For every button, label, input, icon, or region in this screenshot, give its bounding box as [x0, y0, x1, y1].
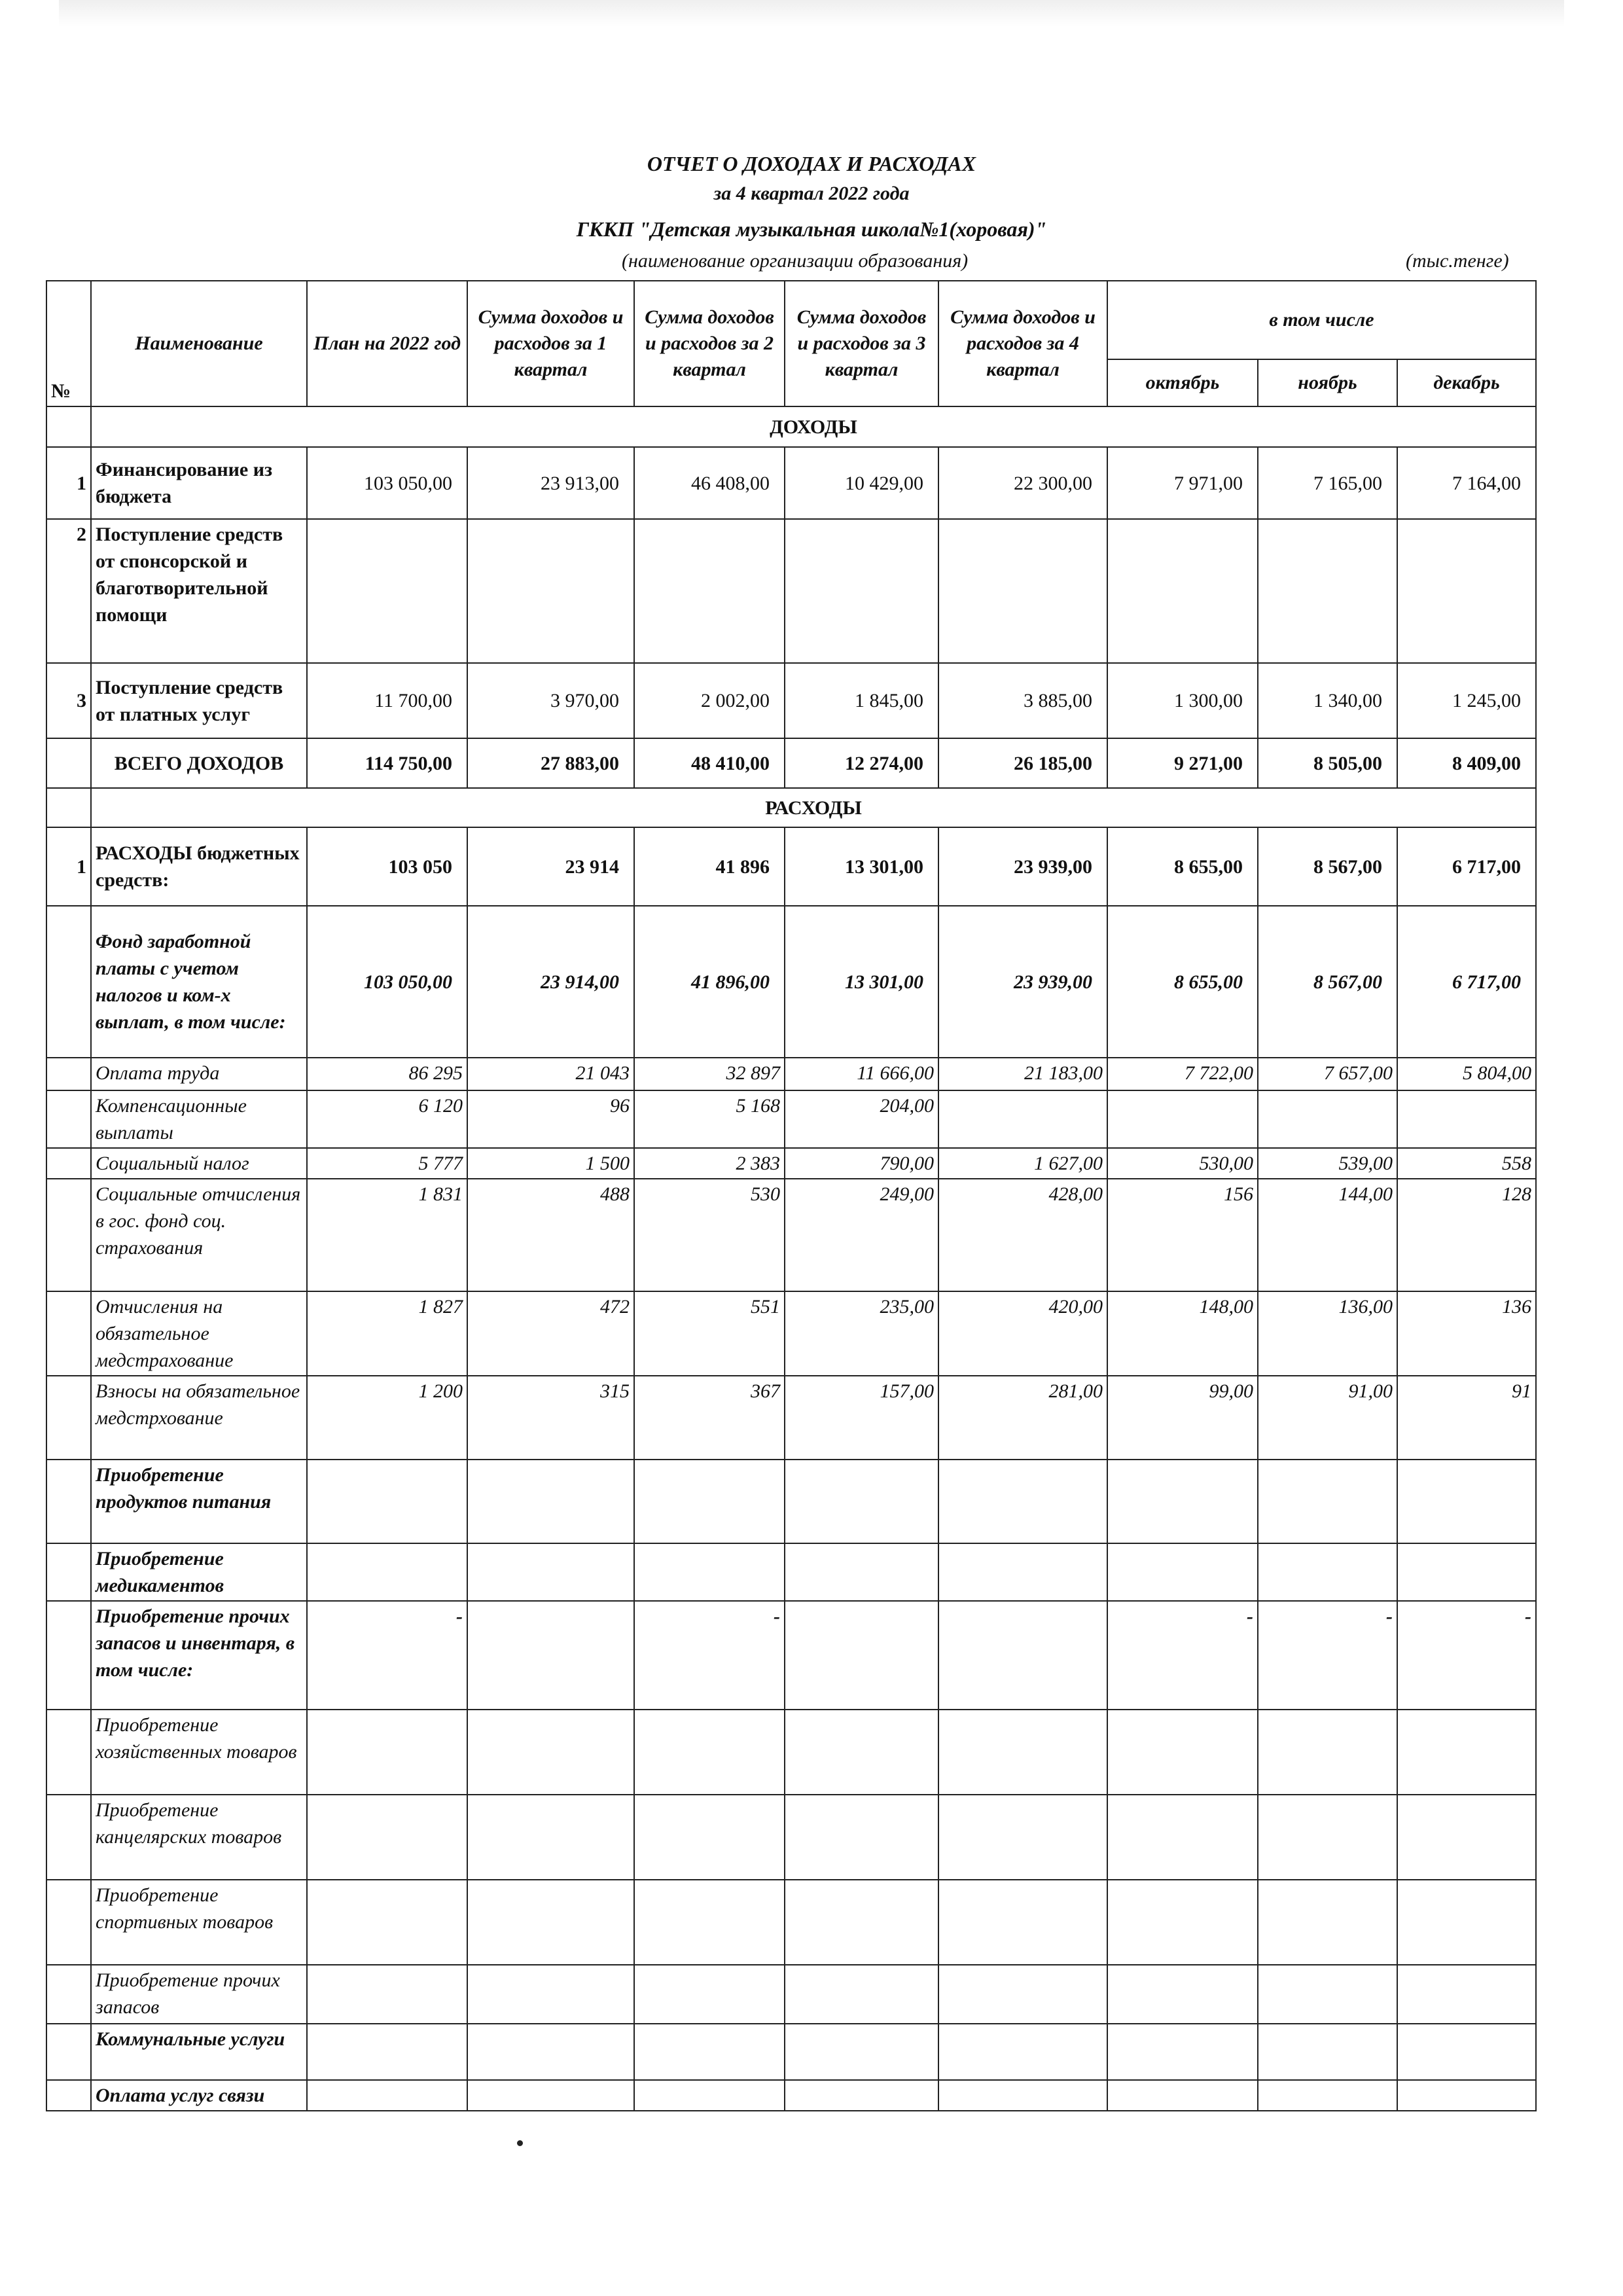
col-november: ноябрь	[1258, 359, 1397, 406]
row-value: 103 050,00	[307, 447, 467, 519]
row-value: 1 827	[307, 1291, 467, 1376]
row-value	[785, 2080, 938, 2111]
row-value: 5 168	[634, 1090, 785, 1148]
row-value: 204,00	[785, 1090, 938, 1148]
row-value	[1107, 1543, 1258, 1601]
row-value	[467, 1965, 634, 2024]
row-value: 23 913,00	[467, 447, 634, 519]
section-spacer	[46, 788, 91, 827]
total-value: 9 271,00	[1107, 738, 1258, 788]
row-value	[634, 1795, 785, 1880]
row-value: -	[307, 1601, 467, 1710]
row-value: 1 831	[307, 1179, 467, 1291]
row-name: Оплата услуг связи	[91, 2080, 307, 2111]
col-q4: Сумма доходов и расходов за 4 квартал	[938, 281, 1107, 406]
row-value	[307, 2080, 467, 2111]
row-value	[307, 1543, 467, 1601]
row-name: Поступление средств от платных услуг	[91, 663, 307, 738]
row-index	[46, 1710, 91, 1795]
row-index	[46, 2080, 91, 2111]
row-value	[1397, 1460, 1536, 1543]
expense-row	[46, 2080, 1536, 2111]
row-value	[634, 1543, 785, 1601]
row-value: 46 408,00	[634, 447, 785, 519]
row-name: Отчисления на обязательное медстрахование	[91, 1291, 307, 1376]
expense-row	[46, 1965, 1536, 2024]
row-value: 539,00	[1258, 1148, 1397, 1179]
row-index	[46, 1291, 91, 1376]
row-value	[307, 1965, 467, 2024]
col-october: октябрь	[1107, 359, 1258, 406]
row-value	[1397, 2080, 1536, 2111]
row-value: 428,00	[938, 1179, 1107, 1291]
row-value	[785, 1601, 938, 1710]
row-value: 8 655,00	[1107, 906, 1258, 1058]
row-value	[634, 1460, 785, 1543]
row-value: 91,00	[1258, 1376, 1397, 1460]
row-name: Взносы на обязательное медстрхование	[91, 1376, 307, 1460]
income-row	[46, 447, 1536, 519]
scan-speck	[517, 2140, 523, 2146]
organization-name: ГККП "Детская музыкальная школа№1(хоровая)"	[576, 217, 1047, 241]
row-value	[1397, 1880, 1536, 1965]
scan-top-shadow	[59, 0, 1564, 26]
row-value: 2 383	[634, 1148, 785, 1179]
row-value: 472	[467, 1291, 634, 1376]
row-name: Приобретение спортивных товаров	[91, 1880, 307, 1965]
row-value	[1258, 2024, 1397, 2080]
row-value	[634, 519, 785, 663]
row-value: 157,00	[785, 1376, 938, 1460]
row-value: 22 300,00	[938, 447, 1107, 519]
expense-row	[46, 1179, 1536, 1291]
report-header	[0, 148, 1623, 245]
row-value: 136	[1397, 1291, 1536, 1376]
row-value: 6 717,00	[1397, 906, 1536, 1058]
row-name: Коммунальные услуги	[91, 2024, 307, 2080]
row-name: Оплата труда	[91, 1058, 307, 1090]
row-value: 367	[634, 1376, 785, 1460]
row-value	[1258, 1090, 1397, 1148]
col-including: в том числе	[1107, 281, 1536, 359]
row-value	[1107, 2024, 1258, 2080]
row-value	[1107, 1710, 1258, 1795]
row-value: 8 567,00	[1258, 827, 1397, 906]
income-row	[46, 519, 1536, 663]
section-income-row	[46, 406, 1536, 447]
row-value	[1258, 1710, 1397, 1795]
row-value	[634, 1880, 785, 1965]
row-value	[1258, 1880, 1397, 1965]
row-value	[938, 1543, 1107, 1601]
row-index	[46, 1601, 91, 1710]
row-value	[634, 1965, 785, 2024]
row-value	[1397, 1090, 1536, 1148]
col-december: декабрь	[1397, 359, 1536, 406]
col-name: Наименование	[91, 281, 307, 406]
row-value: 10 429,00	[785, 447, 938, 519]
row-value	[1107, 1880, 1258, 1965]
row-index	[46, 1880, 91, 1965]
row-value: 1 340,00	[1258, 663, 1397, 738]
row-name: Приобретение канцелярских товаров	[91, 1795, 307, 1880]
row-value	[938, 1460, 1107, 1543]
row-value: 235,00	[785, 1291, 938, 1376]
row-value	[1258, 1543, 1397, 1601]
row-value	[1258, 2080, 1397, 2111]
row-value	[307, 1710, 467, 1795]
row-index	[46, 1795, 91, 1880]
expense-row	[46, 1376, 1536, 1460]
row-name: Поступление средств от спонсорской и благотворительной помощи	[91, 519, 307, 663]
row-value: 249,00	[785, 1179, 938, 1291]
row-value	[938, 1710, 1107, 1795]
row-value	[1107, 1965, 1258, 2024]
row-index: 3	[46, 663, 91, 738]
row-name: Приобретение хозяйственных товаров	[91, 1710, 307, 1795]
row-index	[46, 1148, 91, 1179]
row-value	[307, 519, 467, 663]
row-value: 23 914,00	[467, 906, 634, 1058]
row-value: 99,00	[1107, 1376, 1258, 1460]
row-value: 96	[467, 1090, 634, 1148]
row-value: 315	[467, 1376, 634, 1460]
total-value: 26 185,00	[938, 738, 1107, 788]
section-income-title: ДОХОДЫ	[91, 406, 1536, 447]
row-value: 5 804,00	[1397, 1058, 1536, 1090]
organization-note: (наименование организации образования)	[622, 250, 969, 272]
row-value: 7 164,00	[1397, 447, 1536, 519]
row-value: 32 897	[634, 1058, 785, 1090]
row-name: Приобретение прочих запасов	[91, 1965, 307, 2024]
row-value	[1397, 519, 1536, 663]
row-value	[1397, 2024, 1536, 2080]
row-index	[46, 1965, 91, 2024]
row-value	[1107, 2080, 1258, 2111]
row-value: 148,00	[1107, 1291, 1258, 1376]
row-value: 91	[1397, 1376, 1536, 1460]
row-value: 1 845,00	[785, 663, 938, 738]
row-value	[307, 1795, 467, 1880]
row-value: 103 050,00	[307, 906, 467, 1058]
row-value: 144,00	[1258, 1179, 1397, 1291]
row-name: Приобретение медикаментов	[91, 1543, 307, 1601]
row-value: -	[1397, 1601, 1536, 1710]
row-value: 530	[634, 1179, 785, 1291]
row-index: 1	[46, 447, 91, 519]
row-value	[307, 1460, 467, 1543]
section-expenses-row	[46, 788, 1536, 827]
expense-row	[46, 1543, 1536, 1601]
row-value: 7 165,00	[1258, 447, 1397, 519]
row-value	[785, 1710, 938, 1795]
row-value: 281,00	[938, 1376, 1107, 1460]
row-value: 21 183,00	[938, 1058, 1107, 1090]
row-value: 7 971,00	[1107, 447, 1258, 519]
total-label: ВСЕГО ДОХОДОВ	[91, 738, 307, 788]
row-value	[785, 519, 938, 663]
unit-note: (тыс.тенге)	[1406, 250, 1509, 272]
expense-row	[46, 1148, 1536, 1179]
expense-row	[46, 1601, 1536, 1710]
row-value	[785, 1543, 938, 1601]
row-value: 23 914	[467, 827, 634, 906]
row-value	[938, 2024, 1107, 2080]
row-value: 1 245,00	[1397, 663, 1536, 738]
row-value: 2 002,00	[634, 663, 785, 738]
row-value: -	[634, 1601, 785, 1710]
row-name: Приобретение продуктов питания	[91, 1460, 307, 1543]
row-value	[467, 2080, 634, 2111]
row-name: Социальные отчисления в гос. фонд соц. страхования	[91, 1179, 307, 1291]
income-row	[46, 663, 1536, 738]
expense-row	[46, 1460, 1536, 1543]
expense-row	[46, 1710, 1536, 1795]
total-value: 12 274,00	[785, 738, 938, 788]
row-value: 7 722,00	[1107, 1058, 1258, 1090]
row-value	[1107, 1090, 1258, 1148]
row-value	[938, 1795, 1107, 1880]
row-value	[467, 519, 634, 663]
row-index	[46, 2024, 91, 2080]
col-q3: Сумма доходов и расходов за 3 квартал	[785, 281, 938, 406]
row-value: -	[1107, 1601, 1258, 1710]
row-value: 1 627,00	[938, 1148, 1107, 1179]
report-body	[46, 406, 1536, 2111]
row-index	[46, 906, 91, 1058]
row-index	[46, 1460, 91, 1543]
row-value: 488	[467, 1179, 634, 1291]
row-value: 23 939,00	[938, 827, 1107, 906]
total-value: 114 750,00	[307, 738, 467, 788]
expense-row	[46, 1291, 1536, 1376]
expense-row	[46, 2024, 1536, 2080]
row-value	[938, 1601, 1107, 1710]
col-plan: План на 2022 год	[307, 281, 467, 406]
row-value: 128	[1397, 1179, 1536, 1291]
row-value	[1397, 1795, 1536, 1880]
row-index	[46, 1376, 91, 1460]
row-value	[467, 1710, 634, 1795]
row-index	[46, 1058, 91, 1090]
expense-row	[46, 906, 1536, 1058]
row-value	[307, 2024, 467, 2080]
row-index: 2	[46, 519, 91, 663]
total-value: 48 410,00	[634, 738, 785, 788]
row-index	[46, 738, 91, 788]
row-value: 13 301,00	[785, 906, 938, 1058]
total-value: 27 883,00	[467, 738, 634, 788]
row-value	[938, 519, 1107, 663]
row-value	[938, 1880, 1107, 1965]
row-value: 41 896,00	[634, 906, 785, 1058]
row-index	[46, 1179, 91, 1291]
row-value	[634, 2080, 785, 2111]
row-name: Фонд заработной платы с учетом налогов и ком-х выплат, в том числе:	[91, 906, 307, 1058]
row-value: 11 700,00	[307, 663, 467, 738]
row-value: 530,00	[1107, 1148, 1258, 1179]
row-value: 6 120	[307, 1090, 467, 1148]
row-name: РАСХОДЫ бюджетных средств:	[91, 827, 307, 906]
row-value: 6 717,00	[1397, 827, 1536, 906]
expense-row	[46, 1090, 1536, 1148]
row-value: 790,00	[785, 1148, 938, 1179]
col-num: №	[46, 281, 91, 406]
report-table	[46, 280, 1537, 2111]
row-value	[467, 1460, 634, 1543]
total-value: 8 409,00	[1397, 738, 1536, 788]
row-index	[46, 1543, 91, 1601]
row-value: 551	[634, 1291, 785, 1376]
row-value	[938, 1090, 1107, 1148]
row-value	[785, 1795, 938, 1880]
row-value	[785, 1880, 938, 1965]
row-value	[1107, 1795, 1258, 1880]
section-expenses-title: РАСХОДЫ	[91, 788, 1536, 827]
row-value: 1 500	[467, 1148, 634, 1179]
row-value	[467, 2024, 634, 2080]
row-value: 103 050	[307, 827, 467, 906]
row-value	[938, 1965, 1107, 2024]
row-value: 136,00	[1258, 1291, 1397, 1376]
row-index	[46, 1090, 91, 1148]
expense-row	[46, 1795, 1536, 1880]
row-name: Компенсационные выплаты	[91, 1090, 307, 1148]
row-value: 21 043	[467, 1058, 634, 1090]
row-value: 558	[1397, 1148, 1536, 1179]
row-value	[467, 1601, 634, 1710]
row-value: 3 970,00	[467, 663, 634, 738]
report-title: ОТЧЕТ О ДОХОДАХ И РАСХОДАХ	[647, 152, 976, 175]
row-value	[1258, 1965, 1397, 2024]
row-value: 5 777	[307, 1148, 467, 1179]
row-value: 41 896	[634, 827, 785, 906]
expense-row	[46, 1880, 1536, 1965]
row-value	[467, 1880, 634, 1965]
row-value: 23 939,00	[938, 906, 1107, 1058]
row-value: 11 666,00	[785, 1058, 938, 1090]
expense-row	[46, 827, 1536, 906]
total-value: 8 505,00	[1258, 738, 1397, 788]
row-value: 1 200	[307, 1376, 467, 1460]
row-value: 13 301,00	[785, 827, 938, 906]
row-value: 7 657,00	[1258, 1058, 1397, 1090]
row-value	[1258, 1460, 1397, 1543]
expense-row	[46, 1058, 1536, 1090]
row-value	[634, 1710, 785, 1795]
row-value	[1397, 1710, 1536, 1795]
row-value	[467, 1795, 634, 1880]
col-q1: Сумма доходов и расходов за 1 квартал	[467, 281, 634, 406]
row-value	[785, 1965, 938, 2024]
row-value: 420,00	[938, 1291, 1107, 1376]
row-value	[1397, 1543, 1536, 1601]
row-value: 8 655,00	[1107, 827, 1258, 906]
report-period: за 4 квартал 2022 года	[713, 183, 910, 204]
row-value: 156	[1107, 1179, 1258, 1291]
row-index: 1	[46, 827, 91, 906]
row-value: 86 295	[307, 1058, 467, 1090]
row-value	[467, 1543, 634, 1601]
row-value	[1397, 1965, 1536, 2024]
row-value	[1258, 1795, 1397, 1880]
row-value: -	[1258, 1601, 1397, 1710]
row-name: Социальный налог	[91, 1148, 307, 1179]
row-name: Приобретение прочих запасов и инвентаря, в том числе:	[91, 1601, 307, 1710]
row-value	[634, 2024, 785, 2080]
row-value: 1 300,00	[1107, 663, 1258, 738]
row-value	[1107, 1460, 1258, 1543]
row-name: Финансирование из бюджета	[91, 447, 307, 519]
row-value: 3 885,00	[938, 663, 1107, 738]
row-value: 8 567,00	[1258, 906, 1397, 1058]
row-value	[785, 1460, 938, 1543]
row-value	[938, 2080, 1107, 2111]
income-total-row	[46, 738, 1536, 788]
row-value	[1258, 519, 1397, 663]
col-q2: Сумма доходов и расходов за 2 квартал	[634, 281, 785, 406]
row-value	[1107, 519, 1258, 663]
row-value	[785, 2024, 938, 2080]
row-value	[307, 1880, 467, 1965]
